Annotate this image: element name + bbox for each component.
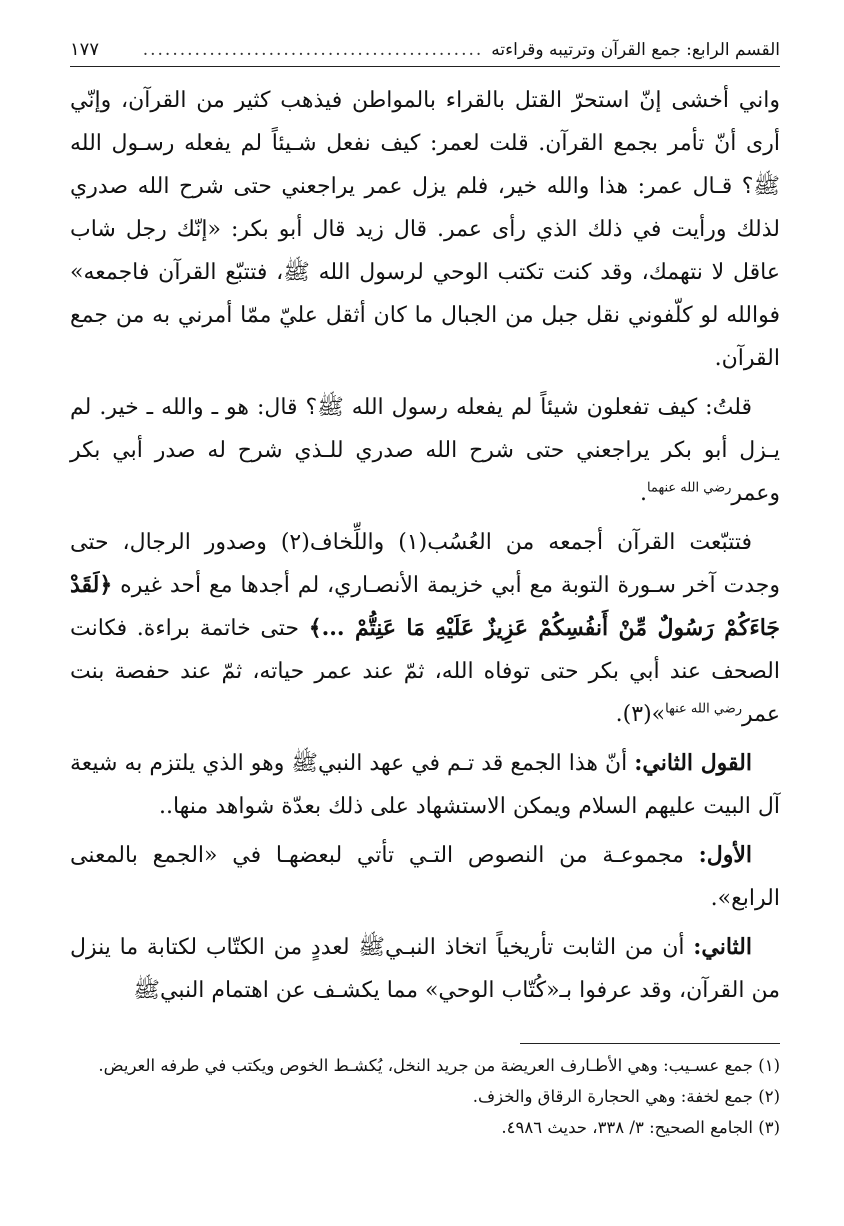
first-evidence-heading: الأول: <box>698 842 752 868</box>
footnote-separator <box>520 1043 780 1044</box>
paragraph-2 <box>70 386 780 515</box>
second-opinion-heading: القول الثاني: <box>634 750 752 776</box>
footnotes <box>70 1043 780 1143</box>
book-page <box>70 28 780 1198</box>
page-number: ١٧٧ <box>70 39 100 60</box>
paragraph-4-text: أنّ هذا الجمع قد تـم في عهد النبيﷺ وهو الذي يلتزم به شيعة آل البيت عليهم السلام ويمكن الاستشهاد على ذلك بعدّة شواهد منها.. <box>70 751 780 819</box>
paragraph-3-text-a: فتتبّعت القرآن أجمعه من العُسُب(١) واللِّخاف(٢) وصدور الرجال، حتى وجدت آخر سـورة التوبة مع أبي خزيمة الأنصـاري، لم أجدها مع أحد غيره <box>70 530 781 598</box>
paragraph-2-end: . <box>639 481 647 506</box>
header-leader-dots: .............................................. <box>142 40 484 60</box>
paragraph-6 <box>70 926 780 1012</box>
footnote-2: (٢) جمع لخفة: وهي الحجارة الرقاق والخزف. <box>472 1087 780 1106</box>
paragraph-3-text-b: حتى خاتمة براءة. فكانت الصحف عند أبي بكر حتى توفاه الله، ثمّ عند عمر حياته، ثمّ عند حفصة بنت عمر <box>70 616 780 727</box>
second-evidence-heading: الثاني: <box>693 934 752 960</box>
paragraph-4 <box>70 742 780 828</box>
paragraph-1: واني أخشى إنّ استحرّ القتل بالقراء بالمواطن فيذهب كثير من القرآن، وإنّي أرى أنّ تأمر بجمع القرآن. قلت لعمر: كيف نفعل شـيئاً لم يفعله رسـول الله ﷺ؟ قـال عمر: هذا والله خير، فلم يزل عمر يراجعني حتى شرح الله صدري لذلك ورأيت في ذلك الذي رأى عمر. قال زيد قال أبو بكر: «إنّك رجل شاب عاقل لا نتهمك، وقد كنت تكتب الوحي لرسول الله ﷺ، فتتبّع القرآن فاجمعه» فوالله لو كلّفوني نقل جبل من الجبال ما كان أثقل عليّ ممّا أمرني به من جمع القرآن. <box>70 88 780 371</box>
paragraph-2-text: قلتُ: كيف تفعلون شيئاً لم يفعله رسول الله ﷺ؟ قال: هو ـ والله ـ خير. لم يـزل أبو بكر يراجعني حتى شرح الله صدري للـذي شرح له صدر أبي بكر وعمر <box>70 395 780 506</box>
paragraph-5-text: مجموعـة من النصوص التـي تأتي لبعضهـا في «الجمع بالمعنى الرابع». <box>70 843 780 911</box>
honorific-mark: رضي الله عنهما <box>646 480 732 496</box>
chapter-title: القسم الرابع: جمع القرآن وترتيبه وقراءته <box>491 40 780 60</box>
footnote-1: (١) جمع عسـيب: وهي الأطـارف العريضة من جريد النخل، يُكشـط الخوص ويكتب في طرفه العريض. <box>98 1056 780 1075</box>
footnote-3: (٣) الجامع الصحيح: ٣/ ٣٣٨، حديث ٤٩٨٦. <box>501 1118 780 1137</box>
running-header <box>70 28 780 67</box>
honorific-mark: رضي الله عنها <box>665 701 743 717</box>
paragraph-6-text: أن من الثابت تأريخياً اتخاذ النبـيﷺ لعددٍ من الكتّاب لكتابة ما ينزل من القرآن، وقد عرفوا بـ«كُتّاب الوحي» مما يكشـف عن اهتمام النبيﷺ <box>70 935 780 1003</box>
paragraph-5 <box>70 834 780 920</box>
quran-verse: ﴿لَقَدْ جَاءَكُمْ رَسُولٌ مِّنْ أَنفُسِكُمْ عَزِيزٌ عَلَيْهِ مَا عَنِتُّمْ ...﴾ <box>70 572 781 641</box>
main-text <box>70 79 780 1012</box>
paragraph-3-end: »(٣). <box>615 702 666 727</box>
paragraph-3 <box>70 521 780 736</box>
